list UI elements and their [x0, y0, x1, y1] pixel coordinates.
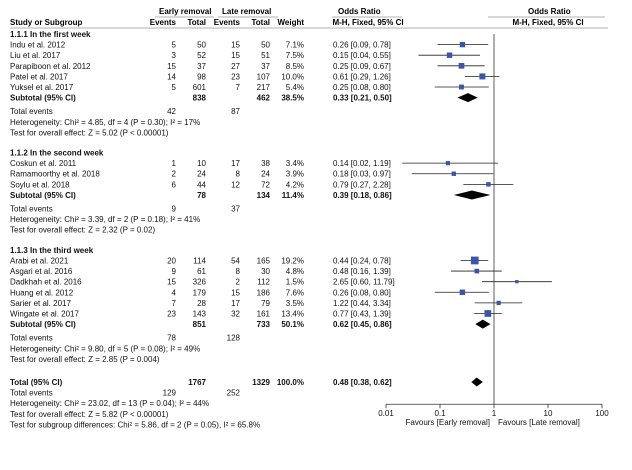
late-total: 79: [261, 298, 270, 308]
subtotal-label: Subtotal (95% CI): [10, 93, 76, 103]
study-name: Wingate et al. 2017: [10, 309, 79, 319]
late-total: 217: [256, 83, 270, 92]
study-ci: 0.25 [0.08, 0.80]: [333, 83, 391, 92]
late-events: 15: [231, 51, 240, 61]
early-events: 23: [167, 309, 176, 319]
early-events: 4: [171, 288, 176, 298]
total-events-label: Total events: [10, 333, 53, 343]
study-weight: 8.5%: [285, 61, 304, 71]
late-events: 17: [231, 298, 240, 308]
late-events: 23: [231, 72, 240, 82]
late-total: 161: [256, 309, 270, 319]
study-ci: 0.48 [0.16, 1.39]: [333, 267, 391, 277]
study-name: Asgari et al. 2016: [10, 267, 73, 277]
early-events: 20: [167, 256, 176, 266]
late-total: 72: [261, 180, 270, 190]
x-tick-label: 10: [543, 409, 553, 419]
subtotal-diamond: [475, 320, 490, 329]
total-events-late: 87: [231, 107, 240, 117]
grand-total-events-late: 252: [226, 388, 240, 398]
early-events-header: Events: [149, 18, 176, 27]
effect-square: [446, 161, 450, 165]
x-tick-label: 0.1: [434, 409, 446, 419]
early-total: 61: [197, 267, 206, 277]
effect-square: [459, 85, 464, 90]
effect-square: [485, 310, 492, 317]
late-events: 2: [235, 277, 240, 287]
forest-axis: [378, 34, 609, 427]
effect-square: [515, 280, 518, 283]
early-total: 52: [197, 51, 206, 61]
heterogeneity-text: Heterogeneity: Chi² = 3.39, df = 2 (P = 0.18); I² = 41%: [10, 215, 201, 225]
subtotal-late-total: 733: [256, 320, 270, 330]
study-ci: 0.44 [0.24, 0.78]: [333, 256, 391, 266]
effect-square: [497, 301, 501, 305]
subtotal-early-total: 78: [197, 190, 206, 200]
subtotal-weight: 11.4%: [281, 190, 304, 200]
study-ci: 0.26 [0.09, 0.78]: [333, 40, 391, 50]
footer-text: Test for overall effect: Z = 5.82 (P < 0.00001): [10, 409, 169, 419]
or-plot-title: Odds Ratio: [528, 7, 571, 16]
early-total: 50: [197, 40, 206, 50]
heterogeneity-text: Heterogeneity: Chi² = 9.80, df = 5 (P = 0.08); I² = 49%: [10, 344, 201, 354]
study-name: Patel et al. 2017: [10, 72, 68, 82]
x-tick-label: 1: [491, 409, 497, 419]
subgroup-title: 1.1.2 In the second week: [10, 148, 104, 158]
subtotal-ci: 0.39 [0.18, 0.86]: [333, 190, 392, 200]
early-events: 7: [171, 298, 176, 308]
study-weight: 13.4%: [281, 309, 304, 319]
total-events-late: 37: [231, 204, 240, 214]
overall-effect-text: Test for overall effect: Z = 2.32 (P = 0.02): [10, 225, 156, 235]
total-events-label: Total events: [10, 107, 53, 117]
effect-square: [486, 182, 490, 186]
late-total-header: Total: [251, 18, 270, 27]
subtotal-late-total: 134: [256, 190, 270, 200]
total-events-early: 42: [167, 107, 176, 117]
subtotal-early-total: 838: [192, 93, 206, 103]
study-ci: 1.22 [0.44, 3.34]: [333, 298, 391, 308]
late-group-header: Late removal: [222, 7, 272, 16]
late-events: 32: [231, 309, 240, 319]
late-total: 37: [261, 61, 270, 71]
study-weight: 7.1%: [285, 40, 304, 50]
subtotal-label: Subtotal (95% CI): [10, 190, 76, 200]
study-ci: 0.77 [0.43, 1.39]: [333, 309, 391, 319]
effect-square: [459, 63, 465, 69]
early-total: 10: [197, 159, 206, 169]
grand-total-events-label: Total events: [10, 388, 53, 398]
early-total: 143: [192, 309, 206, 319]
subgroup-title: 1.1.3 In the third week: [10, 245, 94, 255]
total-ci: 0.48 [0.38, 0.62]: [333, 378, 392, 388]
study-ci: 0.25 [0.09, 0.67]: [333, 61, 391, 71]
early-total: 601: [192, 83, 206, 92]
early-total: 28: [197, 298, 206, 308]
effect-square: [460, 290, 465, 295]
effect-square: [447, 52, 452, 57]
study-name: Yuksel et al. 2017: [10, 83, 74, 92]
late-events: 15: [231, 288, 240, 298]
late-events: 12: [231, 180, 240, 190]
subtotal-early-total: 851: [192, 320, 206, 330]
early-total: 114: [193, 256, 206, 266]
total-weight: 100.0%: [276, 378, 304, 388]
footer-text: Heterogeneity: Chi² = 23.02, df = 13 (P = 0.04); I² = 44%: [10, 399, 210, 409]
study-ci: 0.26 [0.08, 0.80]: [333, 288, 391, 298]
effect-square: [471, 257, 479, 265]
study-name: Dadkhah et al. 2016: [10, 277, 82, 287]
subtotal-diamond: [454, 190, 491, 199]
subtotal-weight: 50.1%: [281, 320, 304, 330]
late-events: 7: [235, 83, 240, 92]
total-events-label: Total events: [10, 204, 53, 214]
forest-rows: [10, 30, 552, 429]
early-total: 98: [197, 72, 206, 82]
subgroup-title: 1.1.1 In the first week: [10, 30, 91, 39]
study-ci: 0.18 [0.03, 0.97]: [333, 169, 391, 179]
late-events: 27: [231, 61, 240, 71]
effect-square: [452, 172, 456, 176]
overall-effect-text: Test for overall effect: Z = 5.02 (P < 0.00001): [10, 128, 169, 138]
early-total: 179: [192, 288, 206, 298]
late-total: 50: [261, 40, 270, 50]
subtotal-late-total: 462: [256, 93, 270, 103]
late-total: 186: [256, 288, 270, 298]
total-early-total: 1767: [188, 378, 206, 388]
effect-square: [474, 269, 479, 274]
study-weight: 1.5%: [285, 277, 304, 287]
study-name: Coskun et al. 2011: [10, 159, 77, 169]
study-ci: 2.65 [0.60, 11.79]: [333, 277, 395, 287]
or-method-header: M-H, Fixed, 95% CI: [332, 18, 404, 27]
late-events-header: Events: [213, 18, 240, 27]
late-events: 54: [231, 256, 240, 266]
study-name: Parapiboon et al. 2012: [10, 61, 91, 71]
favours-early-label: Favours [Early removal]: [405, 418, 490, 428]
x-tick-label: 0.01: [378, 409, 394, 419]
early-events: 9: [171, 267, 176, 277]
subtotal-label: Subtotal (95% CI): [10, 320, 76, 330]
column-headers: [10, 7, 608, 28]
study-column-header: Study or Subgroup: [10, 18, 83, 27]
early-events: 6: [171, 180, 176, 190]
subtotal-diamond: [457, 93, 477, 102]
study-weight: 4.2%: [285, 180, 304, 190]
study-weight: 5.4%: [285, 83, 304, 92]
late-total: 24: [261, 169, 270, 179]
study-name: Indu et al. 2012: [10, 40, 66, 50]
subtotal-ci: 0.33 [0.21, 0.50]: [333, 93, 392, 103]
heterogeneity-text: Heterogeneity: Chi² = 4.85, df = 4 (P = 0.30); I² = 17%: [10, 117, 201, 127]
subtotal-ci: 0.62 [0.45, 0.86]: [333, 320, 392, 330]
or-column-title: Odds Ratio: [338, 7, 381, 16]
x-tick-label: 100: [595, 409, 609, 419]
late-events: 8: [235, 267, 240, 277]
study-weight: 10.0%: [281, 72, 304, 82]
late-events: 15: [231, 40, 240, 50]
effect-square: [479, 73, 485, 79]
favours-late-label: Favours [Late removal]: [498, 418, 580, 428]
study-ci: 0.14 [0.02, 1.19]: [333, 159, 391, 169]
early-events: 5: [171, 40, 176, 50]
late-total: 165: [256, 256, 270, 266]
late-total: 112: [257, 277, 270, 287]
early-total: 37: [197, 61, 206, 71]
study-weight: 4.8%: [285, 267, 304, 277]
total-label: Total (95% CI): [10, 378, 63, 388]
effect-square: [460, 42, 465, 47]
total-diamond: [471, 378, 482, 387]
early-events: 1: [171, 159, 176, 169]
study-weight: 7.6%: [285, 288, 304, 298]
study-weight: 3.5%: [285, 298, 304, 308]
overall-effect-text: Test for overall effect: Z = 2.85 (P = 0.004): [10, 354, 160, 364]
early-events: 15: [167, 277, 176, 287]
total-events-late: 128: [226, 333, 240, 343]
total-late-total: 1329: [252, 378, 270, 388]
study-weight: 19.2%: [281, 256, 304, 266]
early-total: 326: [192, 277, 206, 287]
early-events: 5: [171, 83, 176, 92]
study-ci: 0.15 [0.04, 0.55]: [333, 51, 391, 61]
grand-total-events-early: 129: [162, 388, 176, 398]
late-events: 17: [231, 159, 240, 169]
late-total: 38: [261, 159, 270, 169]
late-total: 30: [261, 267, 270, 277]
study-name: Sarier et al. 2017: [10, 298, 71, 308]
plot-method-header: M-H, Fixed, 95% CI: [512, 18, 584, 27]
study-name: Arabi et al. 2021: [10, 256, 69, 266]
early-total: 24: [197, 169, 206, 179]
weight-header: Weight: [277, 18, 304, 27]
early-events: 14: [167, 72, 176, 82]
study-ci: 0.61 [0.29, 1.26]: [333, 72, 391, 82]
study-weight: 3.4%: [285, 159, 304, 169]
early-total-header: Total: [187, 18, 206, 27]
footer-text: Test for subgroup differences: Chi² = 5.86, df = 2 (P = 0.05), I² = 65.8%: [10, 420, 261, 430]
total-events-early: 9: [171, 204, 176, 214]
study-name: Ramamoorthy et al. 2018: [10, 169, 100, 179]
study-weight: 7.5%: [285, 51, 304, 61]
study-ci: 0.79 [0.27, 2.28]: [333, 180, 391, 190]
late-total: 107: [256, 72, 270, 82]
early-events: 2: [171, 169, 176, 179]
total-events-early: 78: [167, 333, 176, 343]
study-name: Soylu et al. 2018: [10, 180, 70, 190]
late-events: 8: [235, 169, 240, 179]
early-events: 3: [171, 51, 176, 61]
early-events: 15: [167, 61, 176, 71]
early-total: 44: [197, 180, 206, 190]
study-name: Liu et al. 2017: [10, 51, 61, 61]
early-group-header: Early removal: [159, 7, 212, 16]
subtotal-weight: 38.5%: [281, 93, 304, 103]
study-name: Huang et al. 2012: [10, 288, 74, 298]
study-weight: 3.9%: [285, 169, 304, 179]
late-total: 51: [261, 51, 270, 61]
